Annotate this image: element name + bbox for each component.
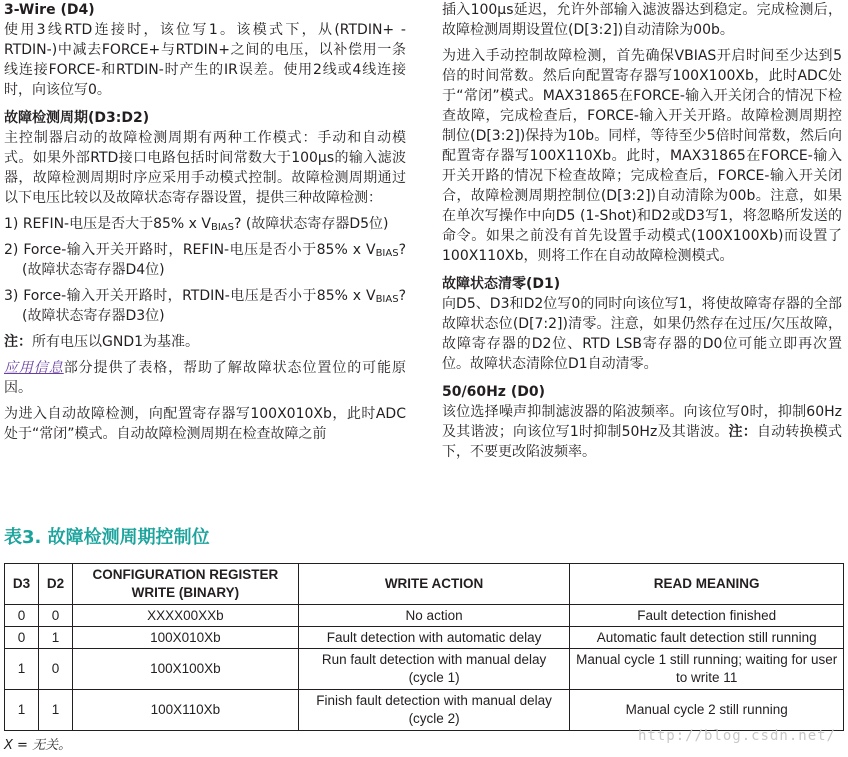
fault-control-table xyxy=(4,563,844,731)
cell-d3: 0 xyxy=(5,627,39,649)
cell-d3: 1 xyxy=(5,649,39,690)
cell-write-action: No action xyxy=(298,605,570,627)
voltage-note: 注：所有电压以GND1为基准。 xyxy=(4,334,200,350)
header-d2: D2 xyxy=(38,564,72,605)
table-header-row xyxy=(5,564,844,605)
auto-detect-continued: 插入100μs延迟，允许外部输入滤波器达到稳定。完成检测后，故障检测周期设置位(D[3:2])自动清除为00b。 xyxy=(442,2,842,38)
manual-detect-text: 为进入手动控制故障检测，首先确保VBIAS开启时间至少达到5倍的时间常数。然后向配置寄存器写100X100Xb，此时ADC处于“常闭”模式。MAX31865在FORCE-输入开关闭合的情况下检查故障，完成检查后，FORCE-输入开关开路。故障检测周期控制位(D[3:2])保持为10b。同样，等待至少5倍时间常数，然后向配置寄存器写100X110Xb。此时，MAX31865在FORCE-输入开关开路的情况下检查故障；完成检查后，FORCE-输入开关闭合，故障检测周期控制位(D[3:2])自动清除为00b。注意，如果在单次写操作中向D5 (1-Shot)和D2或D3写1，将忽略所发送的命令。如果之前没有首先设置手动模式(100X100Xb)而设置了100X110Xb，则将工作在自动故障检测模式。 xyxy=(442,48,842,264)
cell-d3: 0 xyxy=(5,605,39,627)
fault-cycle-heading: 故障检测周期(D3:D2) xyxy=(4,110,150,126)
app-info-paragraph: 应用信息部分提供了表格，帮助了解故障状态位置位的可能原因。 xyxy=(4,360,407,396)
cell-read-meaning: Fault detection finished xyxy=(570,605,844,627)
cell-config: XXXX00XXb xyxy=(72,605,298,627)
fault-clear-heading: 故障状态清零(D1) xyxy=(442,276,561,292)
table-row xyxy=(5,690,844,731)
table-title: 表3. 故障检测周期控制位 xyxy=(4,527,210,548)
header-d3: D3 xyxy=(5,564,39,605)
fault-cycle-intro: 主控制器启动的故障检测周期有两种工作模式：手动和自动模式。如果外部RTD接口电路包括时间常数大于100μs的输入滤波器，故障检测周期时序应采用手动模式控制。故障检测周期通过以下电压比较以及故障状态寄存器设置，提供三种故障检测： xyxy=(4,130,406,206)
left-column xyxy=(4,0,406,444)
fault-check-item-3: 3) Force-输入开关开路时，RTDIN-电压是否小于85% x $V_{BIAS}$? (故障状态寄存器D3位) xyxy=(4,288,406,324)
three-wire-heading: 3-Wire (D4) xyxy=(4,2,95,18)
table-footnote: X = 无关。 xyxy=(4,738,72,753)
filter-text: 该位选择噪声抑制滤波器的陷波频率。向该位写0时，抑制60Hz及其谐波；向该位写1时抑制50Hz及其谐波。注：自动转换模式下，不要更改陷波频率。 xyxy=(442,404,843,460)
cell-d2: 0 xyxy=(38,649,72,690)
three-wire-text: 使用3线RTD连接时，该位写1。该模式下，从(RTDIN+ - RTDIN-)中减去FORCE+与RTDIN+之间的电压，以补偿用一条线连接FORCE-和RTDIN-时产生的IR误差。使用2线或4线连接时，向该位写0。 xyxy=(4,22,406,98)
cell-write-action: Fault detection with automatic delay xyxy=(298,627,570,649)
table-row xyxy=(5,605,844,627)
right-column xyxy=(442,0,842,462)
fault-check-item-2: 2) Force-输入开关开路时，REFIN-电压是否小于85% x $V_{BIAS}$? (故障状态寄存器D4位) xyxy=(4,242,406,278)
cell-d2: 0 xyxy=(38,605,72,627)
auto-detect-text: 为进入自动故障检测，向配置寄存器写100X010Xb，此时ADC处于“常闭”模式。自动故障检测周期在检查故障之前 xyxy=(4,406,406,442)
cell-read-meaning: Manual cycle 2 still running xyxy=(570,690,844,731)
app-info-link[interactable]: 应用信息 xyxy=(4,360,64,376)
fault-clear-text: 向D5、D3和D2位写0的同时向该位写1，将使故障寄存器的全部故障状态位(D[7:2])清零。注意，如果仍然存在过压/欠压故障，故障寄存器的D2位、RTD LSB寄存器的D0位可能立即再次置位。故障状态清除位D1自动清零。 xyxy=(442,296,842,372)
cell-d2: 1 xyxy=(38,690,72,731)
table-row xyxy=(5,627,844,649)
watermark: http://blog.csdn.net/ xyxy=(637,728,836,744)
cell-d3: 1 xyxy=(5,690,39,731)
fault-check-item-1: 1) REFIN-电压是否大于85% x $V_{BIAS}$? (故障状态寄存器D5位) xyxy=(4,216,389,233)
header-config-write: CONFIGURATION REGISTER WRITE (BINARY) xyxy=(72,564,298,605)
filter-heading: 50/60Hz (D0) xyxy=(442,384,545,400)
cell-write-action: Run fault detection with manual delay (cycle 1) xyxy=(298,649,570,690)
cell-d2: 1 xyxy=(38,627,72,649)
cell-read-meaning: Manual cycle 1 still running; waiting for user to write 11 xyxy=(570,649,844,690)
table-row xyxy=(5,649,844,690)
cell-read-meaning: Automatic fault detection still running xyxy=(570,627,844,649)
cell-config: 100X110Xb xyxy=(72,690,298,731)
header-write-action: WRITE ACTION xyxy=(298,564,570,605)
cell-config: 100X010Xb xyxy=(72,627,298,649)
header-read-meaning: READ MEANING xyxy=(570,564,844,605)
cell-config: 100X100Xb xyxy=(72,649,298,690)
cell-write-action: Finish fault detection with manual delay (cycle 2) xyxy=(298,690,570,731)
